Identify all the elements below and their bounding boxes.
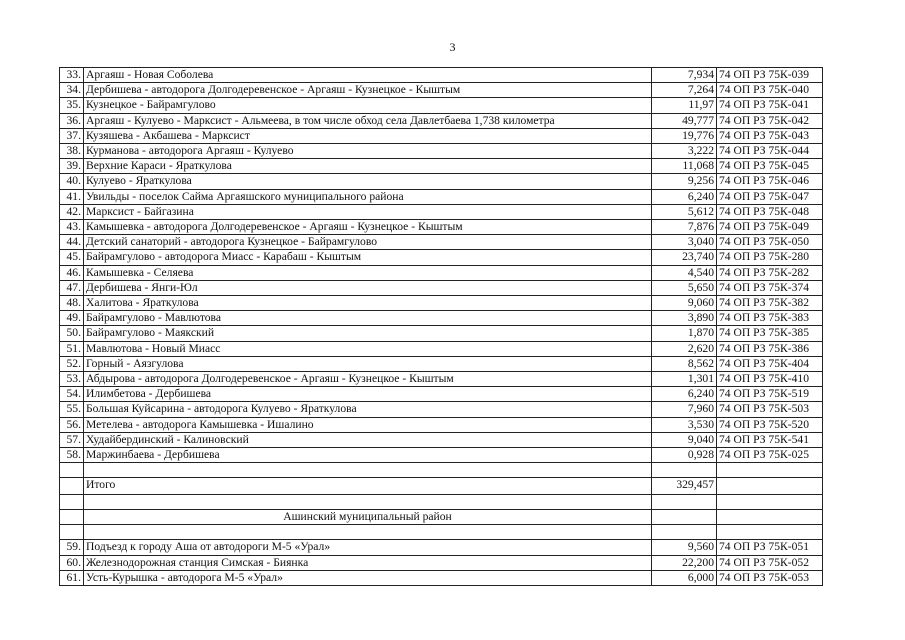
road-name: Марксист - Байгазина [84, 204, 652, 219]
road-code: 74 ОП РЗ 75К-043 [717, 128, 823, 143]
road-length: 0,928 [652, 448, 717, 463]
road-length: 22,200 [652, 555, 717, 570]
road-name: Абдырова - автодорога Долгодеревенское - Аргаяш - Кузнецкое - Кыштым [84, 372, 652, 387]
road-name: Метелева - автодорога Камышевка - Ишалино [84, 417, 652, 432]
road-code: 74 ОП РЗ 75К-039 [717, 68, 823, 83]
row-number: 53. [60, 372, 84, 387]
table-row [60, 250, 823, 265]
table-row [60, 235, 823, 250]
table-row [60, 265, 823, 280]
table-row [60, 387, 823, 402]
road-name: Верхние Караси - Яраткулова [84, 159, 652, 174]
total-label: Итого [84, 478, 652, 495]
road-name: Дербишева - автодорога Долгодеревенское - Аргаяш - Кузнецкое - Кыштым [84, 83, 652, 98]
row-number: 57. [60, 432, 84, 447]
road-length: 6,000 [652, 570, 717, 585]
roads-table [59, 67, 823, 586]
district-code-cell [717, 510, 823, 525]
road-name: Байрамгулово - Мавлютова [84, 311, 652, 326]
road-code: 74 ОП РЗ 75К-541 [717, 432, 823, 447]
road-code: 74 ОП РЗ 75К-025 [717, 448, 823, 463]
row-number: 52. [60, 356, 84, 371]
road-length: 6,240 [652, 387, 717, 402]
road-name: Камышевка - автодорога Долгодеревенское - Аргаяш - Кузнецкое - Кыштым [84, 220, 652, 235]
road-length: 4,540 [652, 265, 717, 280]
road-code: 74 ОП РЗ 75К-042 [717, 113, 823, 128]
row-number: 42. [60, 204, 84, 219]
road-name: Худайбердинский - Калиновский [84, 432, 652, 447]
row-number: 46. [60, 265, 84, 280]
row-number: 41. [60, 189, 84, 204]
table-row [60, 417, 823, 432]
road-name: Халитова - Яраткулова [84, 296, 652, 311]
road-code: 74 ОП РЗ 75К-050 [717, 235, 823, 250]
row-number: 45. [60, 250, 84, 265]
road-name: Кузяшева - Акбашева - Марксист [84, 128, 652, 143]
table-row [60, 189, 823, 204]
table-row [60, 341, 823, 356]
row-number: 34. [60, 83, 84, 98]
row-number: 38. [60, 144, 84, 159]
total-length: 329,457 [652, 478, 717, 495]
table-row [60, 68, 823, 83]
road-length: 49,777 [652, 113, 717, 128]
road-length: 2,620 [652, 341, 717, 356]
road-length: 9,560 [652, 540, 717, 555]
spacer-row [60, 463, 823, 478]
road-code: 74 ОП РЗ 75К-386 [717, 341, 823, 356]
district-num-cell [60, 510, 84, 525]
row-number: 49. [60, 311, 84, 326]
row-number: 47. [60, 280, 84, 295]
road-code: 74 ОП РЗ 75К-046 [717, 174, 823, 189]
road-code: 74 ОП РЗ 75К-048 [717, 204, 823, 219]
row-number: 51. [60, 341, 84, 356]
table-row [60, 402, 823, 417]
table-row [60, 448, 823, 463]
road-length: 7,876 [652, 220, 717, 235]
row-number: 55. [60, 402, 84, 417]
road-length: 1,870 [652, 326, 717, 341]
road-code: 74 ОП РЗ 75К-519 [717, 387, 823, 402]
road-name: Усть-Курышка - автодорога М-5 «Урал» [84, 570, 652, 585]
road-code: 74 ОП РЗ 75К-280 [717, 250, 823, 265]
spacer-row [60, 525, 823, 540]
row-number: 35. [60, 98, 84, 113]
road-length: 3,222 [652, 144, 717, 159]
district-heading: Ашинский муниципальный район [84, 510, 652, 525]
road-name: Аргаяш - Кулуево - Марксист - Альмеева, в том числе обход села Давлетбаева 1,738 километра [84, 113, 652, 128]
road-length: 7,960 [652, 402, 717, 417]
table-row [60, 540, 823, 555]
road-length: 11,068 [652, 159, 717, 174]
road-length: 3,890 [652, 311, 717, 326]
road-name: Камышевка - Селяева [84, 265, 652, 280]
road-name: Илимбетова - Дербишева [84, 387, 652, 402]
road-code: 74 ОП РЗ 75К-410 [717, 372, 823, 387]
row-number: 39. [60, 159, 84, 174]
table-row [60, 296, 823, 311]
road-length: 9,060 [652, 296, 717, 311]
row-number: 61. [60, 570, 84, 585]
total-row [60, 478, 823, 495]
road-code: 74 ОП РЗ 75К-047 [717, 189, 823, 204]
road-length: 11,97 [652, 98, 717, 113]
road-name: Горный - Аязгулова [84, 356, 652, 371]
table-row [60, 204, 823, 219]
road-code: 74 ОП РЗ 75К-040 [717, 83, 823, 98]
road-length: 1,301 [652, 372, 717, 387]
row-number: 48. [60, 296, 84, 311]
road-name: Дербишева - Янги-Юл [84, 280, 652, 295]
road-name: Детский санаторий - автодорога Кузнецкое - Байрамгулово [84, 235, 652, 250]
road-name: Кузнецкое - Байрамгулово [84, 98, 652, 113]
road-code: 74 ОП РЗ 75К-044 [717, 144, 823, 159]
road-name: Байрамгулово - Маякский [84, 326, 652, 341]
table-row [60, 128, 823, 143]
table-row [60, 311, 823, 326]
table-row [60, 555, 823, 570]
road-length: 19,776 [652, 128, 717, 143]
district-length-cell [652, 510, 717, 525]
roads-table-body-before [60, 68, 823, 463]
road-code: 74 ОП РЗ 75К-045 [717, 159, 823, 174]
spacer-row [60, 495, 823, 510]
road-code: 74 ОП РЗ 75К-382 [717, 296, 823, 311]
road-length: 5,612 [652, 204, 717, 219]
row-number: 40. [60, 174, 84, 189]
road-name: Подъезд к городу Аша от автодороги М-5 «Урал» [84, 540, 652, 555]
road-name: Кулуево - Яраткулова [84, 174, 652, 189]
row-number: 36. [60, 113, 84, 128]
table-row [60, 280, 823, 295]
roads-table-body-after [60, 540, 823, 586]
page-number: 3 [449, 40, 456, 54]
road-code: 74 ОП РЗ 75К-404 [717, 356, 823, 371]
road-length: 7,934 [652, 68, 717, 83]
row-number: 33. [60, 68, 84, 83]
table-row [60, 83, 823, 98]
road-name: Маржинбаева - Дербишева [84, 448, 652, 463]
road-length: 3,040 [652, 235, 717, 250]
road-length: 9,040 [652, 432, 717, 447]
total-num-cell [60, 478, 84, 495]
road-length: 23,740 [652, 250, 717, 265]
road-name: Железнодорожная станция Симская - Биянка [84, 555, 652, 570]
row-number: 59. [60, 540, 84, 555]
road-code: 74 ОП РЗ 75К-282 [717, 265, 823, 280]
road-code: 74 ОП РЗ 75К-052 [717, 555, 823, 570]
road-code: 74 ОП РЗ 75К-051 [717, 540, 823, 555]
table-row [60, 98, 823, 113]
road-length: 6,240 [652, 189, 717, 204]
table-row [60, 144, 823, 159]
table-row [60, 113, 823, 128]
road-name: Аргаяш - Новая Соболева [84, 68, 652, 83]
road-code: 74 ОП РЗ 75К-503 [717, 402, 823, 417]
row-number: 37. [60, 128, 84, 143]
table-row [60, 372, 823, 387]
table-row [60, 174, 823, 189]
table-row [60, 570, 823, 585]
road-name: Большая Куйсарина - автодорога Кулуево - Яраткулова [84, 402, 652, 417]
road-name: Байрамгулово - автодорога Миасс - Карабаш - Кыштым [84, 250, 652, 265]
table-row [60, 220, 823, 235]
road-length: 5,650 [652, 280, 717, 295]
total-code-cell [717, 478, 823, 495]
district-heading-row [60, 510, 823, 525]
table-row [60, 326, 823, 341]
row-number: 43. [60, 220, 84, 235]
road-code: 74 ОП РЗ 75К-049 [717, 220, 823, 235]
road-code: 74 ОП РЗ 75К-374 [717, 280, 823, 295]
row-number: 54. [60, 387, 84, 402]
row-number: 50. [60, 326, 84, 341]
table-row [60, 356, 823, 371]
table-row [60, 432, 823, 447]
table-row [60, 159, 823, 174]
row-number: 56. [60, 417, 84, 432]
road-length: 7,264 [652, 83, 717, 98]
row-number: 44. [60, 235, 84, 250]
row-number: 60. [60, 555, 84, 570]
road-name: Увильды - поселок Сайма Аргаяшского муниципального района [84, 189, 652, 204]
row-number: 58. [60, 448, 84, 463]
road-code: 74 ОП РЗ 75К-520 [717, 417, 823, 432]
road-code: 74 ОП РЗ 75К-385 [717, 326, 823, 341]
road-name: Мавлютова - Новый Миасс [84, 341, 652, 356]
road-length: 8,562 [652, 356, 717, 371]
road-name: Курманова - автодорога Аргаяш - Кулуево [84, 144, 652, 159]
road-code: 74 ОП РЗ 75К-383 [717, 311, 823, 326]
road-length: 9,256 [652, 174, 717, 189]
road-code: 74 ОП РЗ 75К-041 [717, 98, 823, 113]
road-length: 3,530 [652, 417, 717, 432]
roads-table-summary [60, 463, 823, 540]
road-code: 74 ОП РЗ 75К-053 [717, 570, 823, 585]
